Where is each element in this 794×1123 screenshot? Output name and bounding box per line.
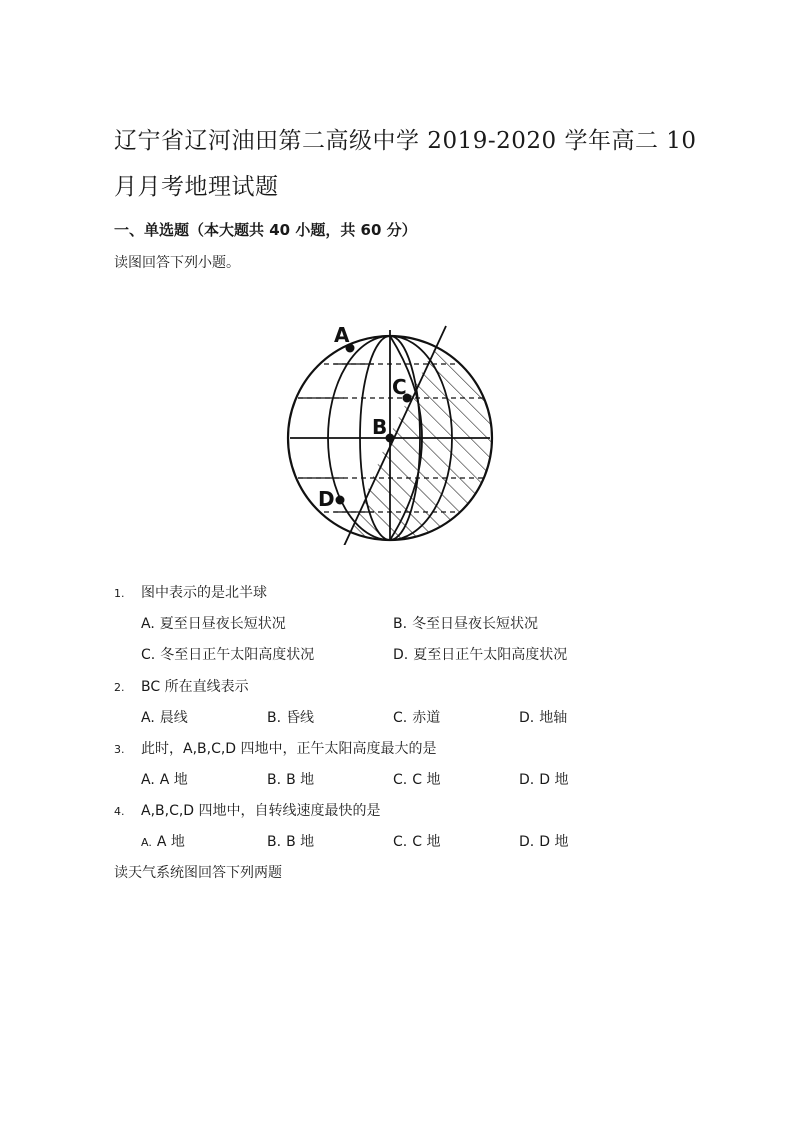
question-number: 1. [114, 587, 125, 600]
option-label: C. [141, 647, 156, 663]
option-label: D. [519, 772, 535, 788]
option-label: D. [519, 710, 535, 726]
question-stem: A,B,C,D 四地中，自转线速度最快的是 [141, 803, 381, 819]
q4-option-c[interactable] [393, 831, 440, 851]
option-label: D. [393, 647, 409, 663]
q2-option-a[interactable] [141, 707, 188, 727]
question-intro: 读图回答下列小题。 [114, 255, 240, 271]
q3-option-c[interactable] [393, 769, 440, 789]
q1-option-b[interactable] [393, 613, 538, 633]
option-text: D 地 [539, 772, 569, 788]
option-text: A 地 [156, 834, 185, 850]
option-text: C 地 [412, 834, 441, 850]
question-stem: BC 所在直线表示 [141, 679, 249, 695]
paper-title-line-2: 月月考地理试题 [114, 174, 279, 200]
point-a-label: A [334, 323, 350, 347]
option-label: C. [393, 710, 408, 726]
paper-title-line-1: 辽宁省辽河油田第二高级中学 2019-2020 学年高二 10 [114, 128, 697, 154]
next-question-intro: 读天气系统图回答下列两题 [114, 865, 282, 881]
q3-option-b[interactable] [267, 769, 314, 789]
question-stem: 图中表示的是北半球 [141, 585, 267, 601]
option-label: A. [141, 836, 152, 849]
option-text: 夏至日昼夜长短状况 [159, 616, 286, 632]
point-d-dot [336, 496, 345, 505]
q1-option-d[interactable] [393, 644, 567, 664]
point-c-label: C [392, 375, 407, 399]
q4-option-d[interactable] [519, 831, 568, 851]
question-number: 3. [114, 743, 125, 756]
q2-option-b[interactable] [267, 707, 314, 727]
q3-option-a[interactable] [141, 769, 188, 789]
q4-option-a[interactable] [141, 831, 185, 851]
option-label: B. [267, 710, 282, 726]
question-number: 4. [114, 805, 125, 818]
option-text: C 地 [412, 772, 441, 788]
option-label: C. [393, 834, 408, 850]
section-heading: 一、单选题（本大题共 40 小题，共 60 分） [114, 221, 417, 239]
option-text: A 地 [159, 772, 188, 788]
option-text: 夏至日正午太阳高度状况 [413, 647, 568, 663]
option-text: B 地 [286, 834, 315, 850]
option-text: 昏线 [286, 710, 315, 726]
point-b-label: B [372, 415, 388, 439]
question-number: 2. [114, 681, 125, 694]
option-text: D 地 [539, 834, 569, 850]
q4-option-b[interactable] [267, 831, 314, 851]
option-label: A. [141, 772, 155, 788]
q3-option-d[interactable] [519, 769, 568, 789]
option-label: B. [393, 616, 408, 632]
q2-option-c[interactable] [393, 707, 440, 727]
globe-diagram [284, 320, 504, 545]
q1-option-c[interactable] [141, 644, 314, 664]
option-text: B 地 [286, 772, 315, 788]
option-text: 赤道 [412, 710, 441, 726]
option-label: A. [141, 616, 155, 632]
q2-option-d[interactable] [519, 707, 567, 727]
option-label: D. [519, 834, 535, 850]
option-text: 晨线 [159, 710, 188, 726]
option-label: A. [141, 710, 155, 726]
option-label: B. [267, 772, 282, 788]
question-stem: 此时，A,B,C,D 四地中，正午太阳高度最大的是 [141, 741, 437, 757]
q1-option-a[interactable] [141, 613, 286, 633]
point-d-label: D [318, 487, 335, 511]
option-label: B. [267, 834, 282, 850]
option-text: 地轴 [539, 710, 568, 726]
option-text: 冬至日昼夜长短状况 [412, 616, 539, 632]
option-label: C. [393, 772, 408, 788]
globe-figure [284, 320, 504, 549]
option-text: 冬至日正午太阳高度状况 [160, 647, 315, 663]
